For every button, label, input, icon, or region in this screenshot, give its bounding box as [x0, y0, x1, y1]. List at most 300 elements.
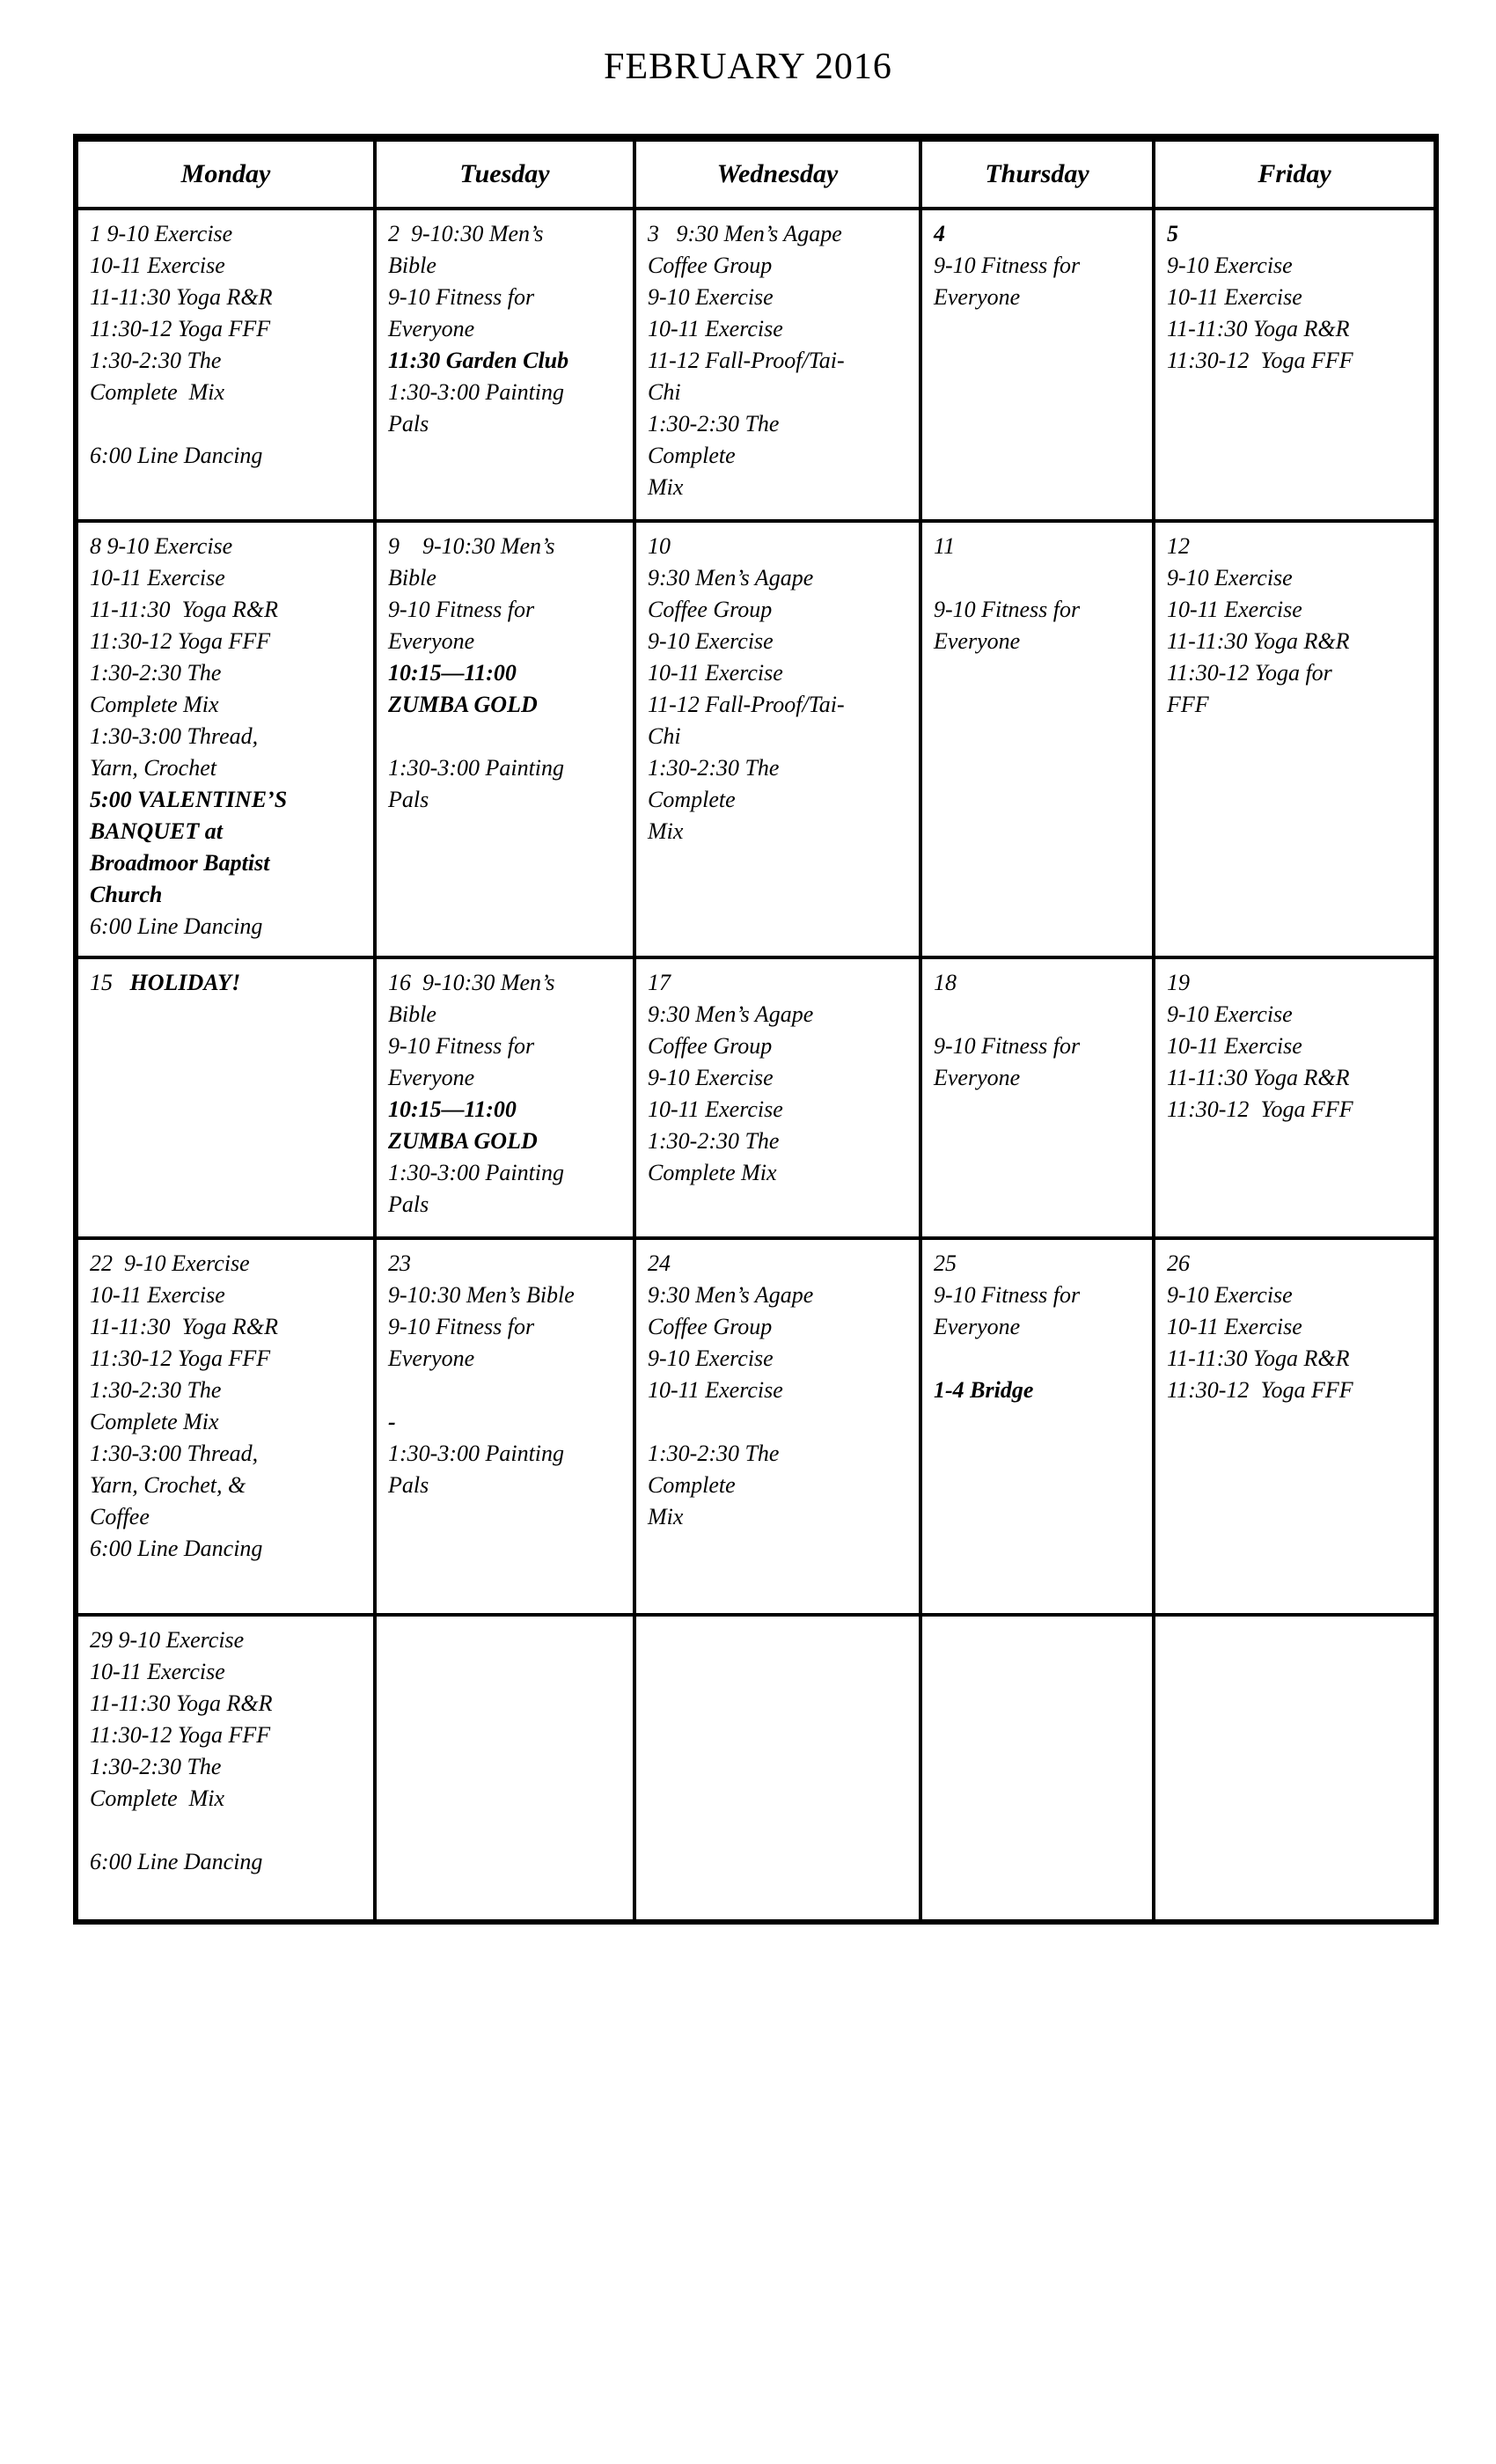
event-line [90, 1720, 366, 1751]
event-line [90, 1688, 366, 1720]
event-line [648, 689, 912, 721]
event-line [1167, 1094, 1426, 1126]
event-text: Everyone [934, 1314, 1021, 1339]
event-text: 11:30-12 Yoga FFF [90, 628, 271, 654]
event-text: 11-11:30 Yoga R&R [90, 597, 279, 622]
event-text: Chi [648, 379, 681, 405]
event-text: 10-11 Exercise [648, 1096, 783, 1122]
event-text: 11-11:30 Yoga R&R [90, 1314, 279, 1339]
event-line [648, 1248, 912, 1280]
event-line [90, 657, 366, 689]
event-text: 11-11:30 Yoga R&R [1167, 628, 1350, 654]
event-text: 10-11 Exercise [1167, 1314, 1302, 1339]
event-text: 6:00 Line Dancing [90, 913, 263, 939]
event-text: 9-10 Exercise [648, 1346, 774, 1371]
event-line [388, 689, 626, 721]
event-line [388, 1094, 626, 1126]
event-text: ZUMBA GOLD [388, 692, 538, 717]
event-text: 24 [648, 1250, 671, 1276]
event-line [388, 1311, 626, 1343]
calendar-cell [1152, 519, 1434, 956]
event-line [648, 1062, 912, 1094]
event-text: 9-10 Fitness for [934, 1033, 1081, 1059]
event-text: 11:30-12 Yoga FFF [1167, 1377, 1353, 1403]
event-line [388, 1470, 626, 1501]
event-text: Coffee Group [648, 597, 773, 622]
event-line [90, 594, 366, 626]
calendar-cell [78, 1613, 373, 1919]
event-text: Everyone [388, 1065, 475, 1090]
event-text: 9 9-10:30 Men’s [388, 533, 555, 559]
event-line [1167, 562, 1426, 594]
event-text: 29 9-10 Exercise [90, 1627, 245, 1653]
event-text: 11:30-12 Yoga FFF [90, 1722, 271, 1748]
event-line [388, 1343, 626, 1375]
event-text: 19 [1167, 970, 1190, 995]
event-text: 1:30-3:00 Thread, [90, 723, 259, 749]
event-text: 9-10 Exercise [648, 628, 774, 654]
event-line [648, 816, 912, 847]
event-text: Everyone [934, 628, 1021, 654]
event-text: 10-11 Exercise [1167, 284, 1302, 310]
event-line [648, 1470, 912, 1501]
calendar-cell [373, 519, 633, 956]
event-line [90, 250, 366, 282]
event-line [388, 408, 626, 440]
calendar-cell [633, 519, 919, 956]
event-text: 1:30-2:30 The [648, 411, 780, 436]
event-text: 9-10 Exercise [648, 1065, 774, 1090]
event-text: 1:30-3:00 Painting [388, 1441, 565, 1466]
blank-line [648, 1406, 912, 1438]
event-text: Complete Mix [648, 1160, 777, 1185]
event-text: 9-10 Exercise [1167, 253, 1293, 278]
event-text: 9-10 Fitness for [388, 1033, 535, 1059]
event-line [1167, 626, 1426, 657]
event-line [90, 1470, 366, 1501]
event-text: 1-4 Bridge [934, 1377, 1034, 1403]
event-text: 6:00 Line Dancing [90, 1849, 263, 1874]
event-text: 4 [934, 221, 945, 246]
event-text: Bible [388, 565, 436, 590]
event-line [648, 1126, 912, 1157]
event-text: Complete [648, 443, 736, 468]
event-text: 9-10 Fitness for [388, 1314, 535, 1339]
event-line [388, 531, 626, 562]
event-line [934, 531, 1145, 562]
event-line [90, 1533, 366, 1565]
calendar-cell [919, 519, 1152, 956]
event-line [1167, 250, 1426, 282]
event-text: 1:30-3:00 Painting [388, 379, 565, 405]
event-line [934, 626, 1145, 657]
event-line [388, 967, 626, 999]
event-line [934, 1062, 1145, 1094]
event-line [388, 1406, 626, 1438]
event-text: 1:30-2:30 The [90, 1754, 222, 1779]
event-line [90, 784, 366, 816]
event-line [934, 1280, 1145, 1311]
calendar-cell [1152, 1613, 1434, 1919]
event-line [934, 218, 1145, 250]
calendar-cell [919, 1236, 1152, 1613]
event-line [648, 626, 912, 657]
event-text: 9-10 Exercise [1167, 1001, 1293, 1027]
event-line [1167, 531, 1426, 562]
event-line [1167, 1248, 1426, 1280]
event-line [648, 1094, 912, 1126]
event-line [934, 967, 1145, 999]
calendar-cell [373, 1236, 633, 1613]
event-text: 22 9-10 Exercise [90, 1250, 250, 1276]
event-line [1167, 689, 1426, 721]
event-line [648, 282, 912, 313]
event-line [388, 1248, 626, 1280]
event-line [90, 1501, 366, 1533]
event-text: Pals [388, 1192, 429, 1217]
calendar-cell [1152, 956, 1434, 1236]
event-line [648, 784, 912, 816]
event-line [90, 282, 366, 313]
event-line [1167, 1030, 1426, 1062]
event-text: 12 [1167, 533, 1190, 559]
event-text: 6:00 Line Dancing [90, 443, 263, 468]
event-line [90, 689, 366, 721]
event-line [90, 967, 366, 999]
event-text: Yarn, Crochet [90, 755, 216, 781]
calendar-cell [78, 207, 373, 519]
event-line [90, 847, 366, 879]
calendar-cell [1152, 1236, 1434, 1613]
event-text: 1:30-2:30 The [90, 1377, 222, 1403]
event-line [388, 594, 626, 626]
event-line [934, 594, 1145, 626]
event-line [388, 752, 626, 784]
event-line [648, 531, 912, 562]
event-text: 11:30 Garden Club [388, 348, 569, 373]
event-line [648, 472, 912, 503]
event-text: 15 [90, 970, 130, 995]
event-text: 10-11 Exercise [1167, 1033, 1302, 1059]
event-line [648, 1501, 912, 1533]
event-text: 9-10 Exercise [1167, 1282, 1293, 1308]
event-line [90, 1406, 366, 1438]
event-line [1167, 1062, 1426, 1094]
event-text: Everyone [934, 284, 1021, 310]
event-line [388, 626, 626, 657]
calendar-cell [373, 956, 633, 1236]
blank-line [388, 721, 626, 752]
event-text: Chi [648, 723, 681, 749]
event-text: Mix [648, 474, 684, 500]
event-text: Coffee Group [648, 253, 773, 278]
event-text: 1:30-3:00 Painting [388, 755, 565, 781]
event-text: Complete [648, 787, 736, 812]
event-text: 11-11:30 Yoga R&R [1167, 316, 1350, 341]
event-line [90, 1311, 366, 1343]
event-text: 11:30-12 Yoga FFF [1167, 348, 1353, 373]
event-text: Complete Mix [90, 1786, 225, 1811]
event-line [388, 562, 626, 594]
event-text: 8 9-10 Exercise [90, 533, 233, 559]
day-header-tuesday: Tuesday [373, 142, 633, 207]
event-text: 5 [1167, 221, 1178, 246]
event-line [934, 1375, 1145, 1406]
event-line [90, 1343, 366, 1375]
event-line [90, 440, 366, 472]
calendar-cell [919, 1613, 1152, 1919]
event-text: Everyone [388, 316, 475, 341]
event-text: 9:30 Men’s Agape [648, 1282, 814, 1308]
event-text: Pals [388, 1472, 429, 1498]
event-line [388, 1062, 626, 1094]
calendar-cell [373, 207, 633, 519]
event-line [648, 721, 912, 752]
event-text: 1:30-2:30 The [648, 1441, 780, 1466]
calendar-cell [373, 1613, 633, 1919]
event-text: 11 [934, 533, 956, 559]
calendar-cell [78, 1236, 373, 1613]
event-line [388, 313, 626, 345]
event-text: 16 9-10:30 Men’s [388, 970, 555, 995]
event-text: Pals [388, 787, 429, 812]
event-line [90, 345, 366, 377]
event-line [934, 1248, 1145, 1280]
event-line [648, 1438, 912, 1470]
blank-line [90, 408, 366, 440]
blank-line [90, 1815, 366, 1846]
event-line [90, 1280, 366, 1311]
event-line [90, 1438, 366, 1470]
day-header-friday: Friday [1152, 142, 1434, 207]
event-line [388, 1157, 626, 1189]
event-text: FFF [1167, 692, 1209, 717]
event-text: 10-11 Exercise [648, 660, 783, 686]
event-text: 9-10 Fitness for [388, 597, 535, 622]
event-line [1167, 1375, 1426, 1406]
event-line [934, 282, 1145, 313]
calendar-cell [633, 956, 919, 1236]
event-line [648, 313, 912, 345]
calendar-cell [919, 956, 1152, 1236]
event-text: 9-10 Fitness for [388, 284, 535, 310]
event-line [648, 250, 912, 282]
day-header-wednesday: Wednesday [633, 142, 919, 207]
event-line [90, 313, 366, 345]
event-text: 1:30-3:00 Painting [388, 1160, 565, 1185]
event-text: 11:30-12 Yoga FFF [1167, 1096, 1353, 1122]
event-text: 10-11 Exercise [648, 1377, 783, 1403]
event-line [934, 1311, 1145, 1343]
event-line [90, 1248, 366, 1280]
event-text: Mix [648, 818, 684, 844]
event-text: 25 [934, 1250, 957, 1276]
event-line [648, 657, 912, 689]
event-line [90, 1375, 366, 1406]
event-line [90, 721, 366, 752]
event-text: 11:30-12 Yoga for [1167, 660, 1332, 686]
event-text: 9-10 Exercise [1167, 565, 1293, 590]
event-text: 11-11:30 Yoga R&R [1167, 1065, 1350, 1090]
event-text: 9:30 Men’s Agape [648, 1001, 814, 1027]
event-text: HOLIDAY! [129, 970, 241, 995]
event-line [1167, 218, 1426, 250]
event-line [1167, 999, 1426, 1030]
event-text: Pals [388, 411, 429, 436]
event-text: Complete Mix [90, 692, 219, 717]
blank-line [934, 1343, 1145, 1375]
event-text: 11-11:30 Yoga R&R [1167, 1346, 1350, 1371]
event-text: 10:15—11:00 [388, 1096, 517, 1122]
event-text: 1:30-2:30 The [90, 348, 222, 373]
event-line [648, 345, 912, 377]
event-line [1167, 1343, 1426, 1375]
event-line [388, 1438, 626, 1470]
event-line [388, 218, 626, 250]
event-line [90, 911, 366, 942]
event-text: 11-12 Fall-Proof/Tai- [648, 692, 845, 717]
event-line [648, 594, 912, 626]
event-text: Bible [388, 253, 436, 278]
event-line [90, 531, 366, 562]
event-text: 10:15—11:00 [388, 660, 517, 686]
event-line [648, 1311, 912, 1343]
event-line [388, 999, 626, 1030]
event-text: 11-11:30 Yoga R&R [90, 1690, 273, 1716]
event-line [90, 1846, 366, 1878]
event-text: 10-11 Exercise [90, 1659, 225, 1684]
event-text: 23 [388, 1250, 411, 1276]
event-line [648, 1280, 912, 1311]
event-text: 10-11 Exercise [90, 1282, 225, 1308]
event-text: 10-11 Exercise [90, 253, 225, 278]
day-header-thursday: Thursday [919, 142, 1152, 207]
event-line [90, 626, 366, 657]
event-text: 9-10 Exercise [648, 284, 774, 310]
event-text: 1:30-2:30 The [648, 755, 780, 781]
calendar-title: FEBRUARY 2016 [604, 47, 892, 87]
event-text: Church [90, 882, 163, 907]
event-line [388, 345, 626, 377]
event-text: 11-12 Fall-Proof/Tai- [648, 348, 845, 373]
event-line [1167, 345, 1426, 377]
event-line [648, 440, 912, 472]
event-text: 10-11 Exercise [648, 316, 783, 341]
event-line [1167, 967, 1426, 999]
event-line [648, 562, 912, 594]
event-text: 26 [1167, 1250, 1190, 1276]
calendar-table [73, 134, 1439, 1925]
event-text: 1 9-10 Exercise [90, 221, 233, 246]
event-line [90, 1751, 366, 1783]
event-line [90, 1656, 366, 1688]
event-text: 11:30-12 Yoga FFF [90, 316, 271, 341]
event-text: Everyone [388, 1346, 475, 1371]
blank-line [388, 1375, 626, 1406]
event-text: Complete Mix [90, 379, 225, 405]
blank-line [934, 999, 1145, 1030]
event-line [388, 377, 626, 408]
event-line [648, 1157, 912, 1189]
event-text: BANQUET at [90, 818, 223, 844]
event-text: Everyone [934, 1065, 1021, 1090]
event-line [1167, 1311, 1426, 1343]
event-line [388, 250, 626, 282]
event-line [90, 1624, 366, 1656]
event-line [388, 282, 626, 313]
calendar-cell [633, 207, 919, 519]
event-line [388, 1189, 626, 1221]
event-text: Complete Mix [90, 1409, 219, 1434]
calendar-cell [78, 519, 373, 956]
blank-line [934, 562, 1145, 594]
event-line [648, 967, 912, 999]
event-line [1167, 594, 1426, 626]
event-text: 11:30-12 Yoga FFF [90, 1346, 271, 1371]
event-text: Broadmoor Baptist [90, 850, 270, 876]
event-text: Everyone [388, 628, 475, 654]
event-text: 18 [934, 970, 957, 995]
event-text: Complete [648, 1472, 736, 1498]
event-text: 3 9:30 Men’s Agape [648, 221, 842, 246]
event-line [648, 1375, 912, 1406]
event-line [934, 1030, 1145, 1062]
calendar-cell [633, 1613, 919, 1919]
event-text: Coffee Group [648, 1033, 773, 1059]
event-line [90, 218, 366, 250]
event-text: 9-10 Fitness for [934, 1282, 1081, 1308]
event-text: 10 [648, 533, 671, 559]
event-line [388, 1280, 626, 1311]
event-line [90, 752, 366, 784]
event-text: 5:00 VALENTINE’S [90, 787, 288, 812]
calendar-cell [919, 207, 1152, 519]
event-text: ZUMBA GOLD [388, 1128, 538, 1154]
event-text: Yarn, Crochet, & [90, 1472, 246, 1498]
event-line [648, 999, 912, 1030]
event-text: Bible [388, 1001, 436, 1027]
event-line [388, 1126, 626, 1157]
event-line [388, 1030, 626, 1062]
event-line [648, 408, 912, 440]
event-line [648, 218, 912, 250]
calendar-cell [1152, 207, 1434, 519]
event-line [90, 816, 366, 847]
event-text: Mix [648, 1504, 684, 1529]
event-text: - [388, 1409, 396, 1434]
event-text: 1:30-2:30 The [90, 660, 222, 686]
event-text: 2 9-10:30 Men’s [388, 221, 544, 246]
event-text: Coffee [90, 1504, 150, 1529]
event-line [648, 1343, 912, 1375]
event-line [934, 250, 1145, 282]
event-text: 10-11 Exercise [1167, 597, 1302, 622]
event-line [1167, 657, 1426, 689]
event-line [388, 657, 626, 689]
event-line [90, 1783, 366, 1815]
event-text: 9-10:30 Men’s Bible [388, 1282, 575, 1308]
event-text: 11-11:30 Yoga R&R [90, 284, 273, 310]
event-line [90, 562, 366, 594]
day-header-monday: Monday [180, 159, 271, 188]
calendar-cell [78, 956, 373, 1236]
calendar-cell [633, 1236, 919, 1613]
event-text: 9:30 Men’s Agape [648, 565, 814, 590]
event-line [388, 784, 626, 816]
event-line [90, 377, 366, 408]
event-text: 1:30-2:30 The [648, 1128, 780, 1154]
event-text: 10-11 Exercise [90, 565, 225, 590]
